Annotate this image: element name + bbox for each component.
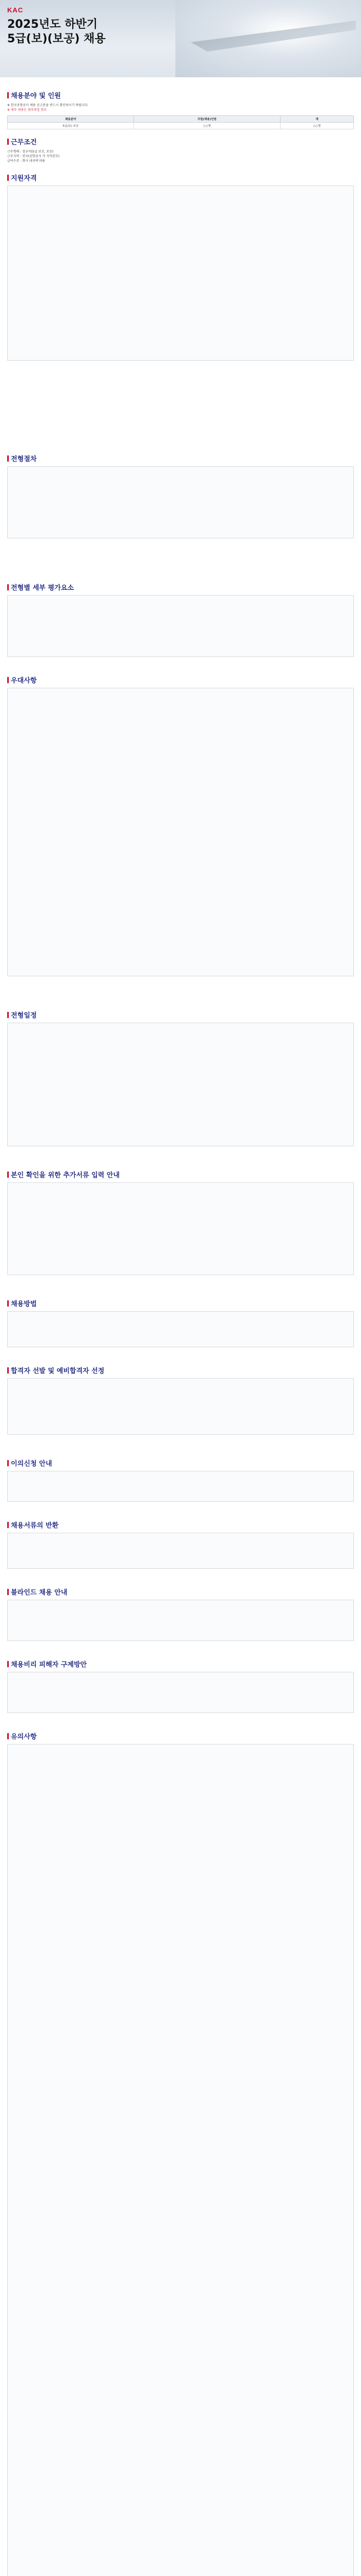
section-damage [7,1659,354,1713]
section-blind [7,1587,354,1641]
section-return [7,1520,354,1569]
blind-text-placeholder [7,1600,354,1641]
condition-item: 근무지역 : 전국(공항공사 각 지역본부) [7,155,60,158]
section-schedule [7,1010,354,1146]
objection-text-placeholder [7,1471,354,1502]
kac-logo-mark: KAC [7,6,24,14]
th-field: 채용분야 [8,116,134,123]
section-evaluation-title: 합격자 선발 및 예비합격자 선정 [7,1365,354,1375]
section-application-title: 채용방법 [7,1298,354,1308]
schedule-table-placeholder [7,1023,354,1146]
title-line-1: 2025년도 하반기 [7,18,98,31]
section-damage-title: 채용비리 피해자 구제방안 [7,1659,354,1669]
section-detail-title: 전형별 세부 평가요소 [7,582,354,592]
bonus-table-placeholder [7,688,354,976]
section-notice [7,1731,354,2576]
section-overview-title: 채용분야 및 인원 [7,90,354,100]
th-total: 계 [281,116,354,123]
section-conditions-title: 근무조건 [7,137,354,146]
application-text-placeholder [7,1311,354,1347]
section-bonus-title: 우대사항 [7,675,354,685]
section-identity [7,1170,354,1275]
section-objection-title: 이의신청 안내 [7,1458,354,1468]
evaluation-text-placeholder [7,1378,354,1435]
section-conditions [7,137,354,163]
section-evaluation [7,1365,354,1435]
section-schedule-title: 전형일정 [7,1010,354,1020]
identity-text-placeholder [7,1182,354,1275]
section-procedure [7,453,354,538]
header-banner [0,0,361,77]
notice-text-placeholder [7,1744,354,2576]
overview-note: ※ 한국공항공사 채용 공고문을 반드시 확인하시기 바랍니다. [7,104,89,107]
overview-table [7,115,354,129]
section-identity-title: 본인 확인을 위한 추가서류 입력 안내 [7,1170,354,1179]
section-blind-title: 블라인드 채용 안내 [7,1587,354,1597]
overview-link[interactable]: ※ 세부 내용은 첨부파일 참조 [7,108,47,112]
condition-item: 급여수준 : 회사 내규에 따름 [7,159,45,163]
section-notice-title: 유의사항 [7,1731,354,1741]
kac-logo [7,6,23,14]
section-qualification [7,173,354,361]
section-bonus [7,675,354,976]
section-procedure-title: 전형절차 [7,453,354,463]
detail-table-placeholder [7,595,354,657]
section-return-title: 채용서류의 반환 [7,1520,354,1530]
return-text-placeholder [7,1533,354,1569]
page-title [7,18,106,46]
section-qualification-title: 지원자격 [7,173,354,182]
table-row: 5급(보) 보공 ○○명 ○○명 [8,123,354,129]
section-objection [7,1458,354,1502]
qualification-table-placeholder [7,185,354,361]
damage-table-placeholder [7,1672,354,1713]
procedure-table-placeholder [7,466,354,538]
section-overview [7,90,354,129]
section-detail [7,582,354,657]
th-count: 지원(채용)인원 [134,116,280,123]
condition-item: 근무형태 : 정규직(5급 보조, 보공) [7,150,54,154]
title-line-2: 5급(보)(보공) 채용 [7,32,106,45]
section-application [7,1298,354,1347]
